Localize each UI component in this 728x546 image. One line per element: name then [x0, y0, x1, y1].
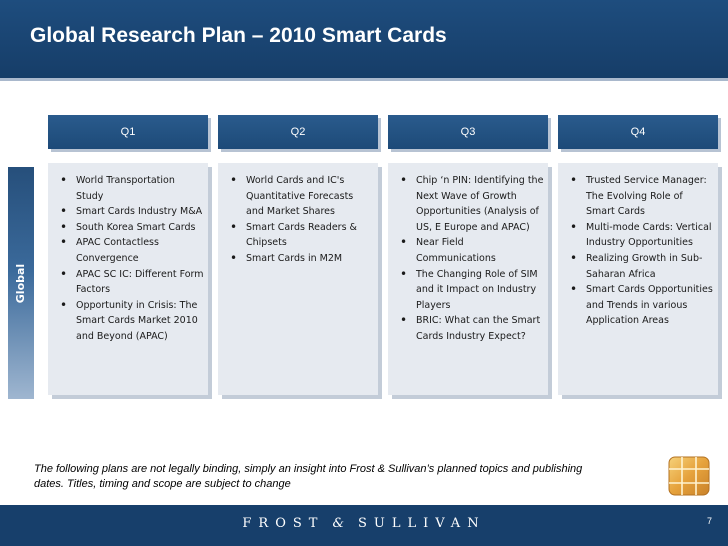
list-item: • Realizing Growth in Sub-Saharan Africa [578, 251, 714, 282]
list-item: • Smart Cards Opportunities and Trends in various Application Areas [578, 282, 714, 329]
title-divider [0, 78, 728, 81]
list-item: • Near Field Communications [408, 235, 544, 266]
disclaimer-text: The following plans are not legally binding, simply an insight into Frost & Sullivan’s planned topics and publishing dates. Titles, timing and scope are subject to change [34, 463, 583, 490]
list-item: • South Korea Smart Cards [68, 220, 204, 236]
topic-list-q2 [218, 163, 378, 267]
list-item: • APAC Contactless Convergence [68, 235, 204, 266]
topic-list-q3 [388, 163, 548, 345]
slide-title: Global Research Plan – 2010 Smart Cards [30, 24, 447, 47]
list-item: • Smart Cards Readers & Chipsets [238, 220, 374, 251]
list-item: • Smart Cards in M2M [238, 251, 374, 267]
quarter-column-q4 [558, 163, 718, 395]
quarter-header-q1: Q1 [48, 115, 208, 149]
list-item: • Opportunity in Crisis: The Smart Cards Market 2010 and Beyond (APAC) [68, 298, 204, 345]
quarter-header-q4: Q4 [558, 115, 718, 149]
quarter-column-q2 [218, 163, 378, 395]
quarter-column-q1 [48, 163, 208, 395]
list-item: • Multi-mode Cards: Vertical Industry Opportunities [578, 220, 714, 251]
list-item: • Chip ‘n PIN: Identifying the Next Wave of Growth Opportunities (Analysis of US, E Europe and APAC) [408, 173, 544, 235]
topic-list-q1 [48, 163, 208, 345]
topic-list-q4 [558, 163, 718, 329]
list-item: • The Changing Role of SIM and it Impact on Industry Players [408, 267, 544, 314]
smart-card-chip-icon [668, 456, 710, 496]
list-item: • Trusted Service Manager: The Evolving Role of Smart Cards [578, 173, 714, 220]
list-item: • APAC SC IC: Different Form Factors [68, 267, 204, 298]
list-item: • Smart Cards Industry M&A [68, 204, 204, 220]
list-item: • World Transportation Study [68, 173, 204, 204]
brand-logo: FROST & SULLIVAN [242, 516, 486, 531]
row-label: Global [14, 263, 28, 303]
page-number: 7 [706, 516, 712, 526]
list-item: • BRIC: What can the Smart Cards Industry Expect? [408, 313, 544, 344]
quarter-header-q3: Q3 [388, 115, 548, 149]
list-item: • World Cards and IC's Quantitative Forecasts and Market Shares [238, 173, 374, 220]
quarter-column-q3 [388, 163, 548, 395]
quarter-header-q2: Q2 [218, 115, 378, 149]
